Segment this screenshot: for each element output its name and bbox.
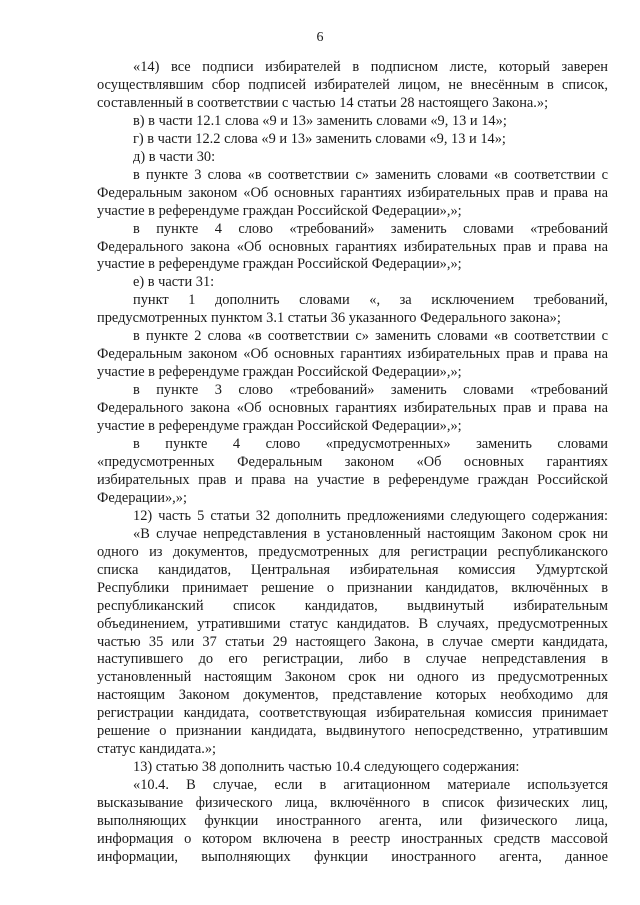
text-line: «10.4. В случае, если в агитационном материале используется xyxy=(133,777,608,794)
page-number: 6 xyxy=(316,30,324,45)
text-line: Федеральным законом «Об основных гарантиях избирательных прав и права на xyxy=(97,184,608,201)
text-line: участие в референдуме граждан Российской Федерации»,»; xyxy=(97,364,462,381)
text-line: составленный в соответствии с частью 14 статьи 28 настоящего Закона.»; xyxy=(97,94,549,111)
text-line: Республики принимает решение о признании кандидатов, включённых в xyxy=(97,579,608,596)
text-line: в) в части 12.1 слова «9 и 13» заменить словами «9, 13 и 14»; xyxy=(133,112,507,129)
text-line: участие в референдуме граждан Российской Федерации»,»; xyxy=(97,418,462,435)
text-line: д) в части 30: xyxy=(133,148,216,165)
text-line: списка кандидатов, Центральная избирательная комиссия Удмуртской xyxy=(97,561,608,578)
text-line: е) в части 31: xyxy=(133,274,215,291)
text-line: наступившего до его регистрации, либо в случае непредставления в xyxy=(97,651,608,668)
text-line: в пункте 3 слово «требований» заменить словами «требований xyxy=(133,382,608,399)
text-line: в пункте 4 слово «требований» заменить словами «требований xyxy=(133,220,608,237)
text-line: регистрации кандидата, соответствующая избирательная комиссия принимает xyxy=(97,705,608,722)
text-line: Федерального закона «Об основных гарантиях избирательных прав и права на xyxy=(97,400,608,417)
text-line: информация о котором включена в реестр иностранных средств массовой xyxy=(97,830,608,847)
text-line: решение о признании кандидата, выдвинутого непосредственно, утратившим xyxy=(97,723,608,740)
text-line: 13) статью 38 дополнить частью 10.4 следующего содержания: xyxy=(133,759,520,776)
text-line: 12) часть 5 статьи 32 дополнить предложениями следующего содержания: xyxy=(133,507,608,524)
text-line: статус кандидата.»; xyxy=(97,741,217,758)
text-line: объединением, утратившими статус кандидатов. В случаях, предусмотренных xyxy=(97,615,608,632)
text-line: осуществлявшим сбор подписей избирателей лицом, не внесённым в список, xyxy=(97,76,608,93)
text-line: Федерации»,»; xyxy=(97,489,187,506)
text-line: Федеральным законом «Об основных гарантиях избирательных прав и права на xyxy=(97,346,608,363)
text-line: высказывание физического лица, включённого в список физических лиц, xyxy=(97,795,608,812)
text-line: пункт 1 дополнить словами «, за исключением требований, xyxy=(133,292,608,309)
text-line: выполняющих функции иностранного агента, или физического лица, xyxy=(97,813,608,830)
text-line: «В случае непредставления в установленный настоящим Законом срок ни xyxy=(133,525,608,542)
document-body xyxy=(97,59,608,867)
text-line: г) в части 12.2 слова «9 и 13» заменить словами «9, 13 и 14»; xyxy=(133,130,506,147)
text-line: в пункте 4 слово «предусмотренных» заменить словами xyxy=(133,436,608,453)
text-line: участие в референдуме граждан Российской Федерации»,»; xyxy=(97,202,462,219)
text-line: в пункте 3 слова «в соответствии с» заменить словами «в соответствии с xyxy=(133,166,608,183)
text-line: настоящим Законом документов, представление которых необходимо для xyxy=(97,687,608,704)
text-line: «14) все подписи избирателей в подписном листе, который заверен xyxy=(133,59,608,75)
text-line: установленный настоящим Законом срок ни одного из предусмотренных xyxy=(97,669,608,686)
text-line: информации, выполняющих функции иностранного агента, данное xyxy=(97,848,608,865)
text-line: «предусмотренных Федеральным законом «Об основных гарантиях xyxy=(97,453,608,470)
text-line: в пункте 2 слова «в соответствии с» заменить словами «в соответствии с xyxy=(133,328,608,345)
text-line: Федерального закона «Об основных гарантиях избирательных прав и права на xyxy=(97,238,608,255)
text-line: предусмотренных пунктом 3.1 статьи 36 указанного Федерального закона»; xyxy=(97,310,561,327)
text-line: одного из документов, предусмотренных для регистрации республиканского xyxy=(97,543,608,560)
text-line: участие в референдуме граждан Российской Федерации»,»; xyxy=(97,256,462,273)
text-line: избирательных прав и права на участие в референдуме граждан Российской xyxy=(97,471,608,488)
text-line: частью 35 или 37 статьи 29 настоящего Закона, в случае смерти кандидата, xyxy=(97,633,608,650)
text-line: республиканский список кандидатов, выдвинутый избирательным xyxy=(97,597,608,614)
